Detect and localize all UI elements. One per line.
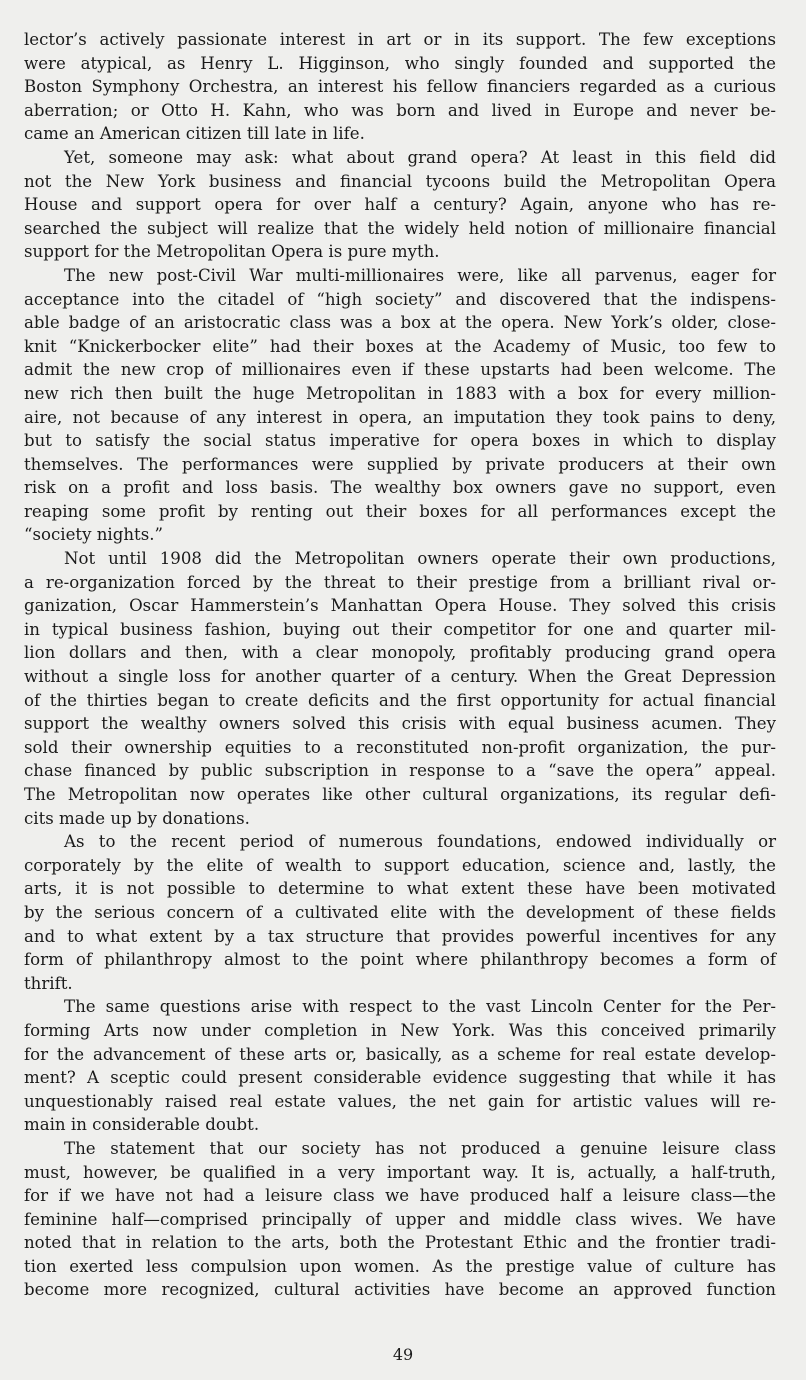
text-line: “society nights.”	[24, 525, 163, 545]
text-line: cits made up by donations.	[24, 808, 250, 828]
text-line: support the wealthy owners solved this crisis with equal business acumen. They	[24, 714, 776, 734]
text-line: main in considerable doubt.	[24, 1115, 260, 1135]
text-line: but to satisfy the social status imperative for opera boxes in which to display	[24, 431, 776, 451]
paragraph-first-line: The same questions arise with respect to the vast Lincoln Center for the Per-	[64, 997, 776, 1017]
text-line: acceptance into the citadel of “high society” and discovered that the indispens-	[24, 289, 776, 309]
text-line: not the New York business and financial tycoons build the Metropolitan Opera	[24, 171, 776, 191]
text-line: lector’s actively passionate interest in art or in its support. The few exceptions	[24, 30, 776, 49]
text-line: of the thirties began to create deficits and the first opportunity for actual financial	[24, 690, 776, 710]
paragraph-first-line: Yet, someone may ask: what about grand opera? At least in this field did	[64, 147, 776, 167]
text-line: came an American citizen till late in life.	[24, 124, 365, 144]
text-line: aire, not because of any interest in opera, an imputation they took pains to deny,	[24, 407, 776, 427]
text-line: feminine half—comprised principally of upper and middle class wives. We have	[24, 1209, 776, 1229]
text-line: were atypical, as Henry L. Higginson, who singly founded and supported the	[24, 53, 776, 73]
text-line: lion dollars and then, with a clear monopoly, profitably producing grand opera	[24, 643, 776, 663]
text-line: admit the new crop of millionaires even if these upstarts had been welcome. The	[24, 360, 776, 380]
text-line: become more recognized, cultural activities have become an approved function	[24, 1280, 776, 1300]
text-line: forming Arts now under completion in New York. Was this conceived primarily	[24, 1020, 776, 1040]
text-line: without a single loss for another quarter of a century. When the Great Depression	[24, 667, 776, 687]
text-line: knit “Knickerbocker elite” had their boxes at the Academy of Music, too few to	[24, 336, 776, 356]
text-line: thrift.	[24, 973, 73, 993]
text-line: reaping some profit by renting out their boxes for all performances except the	[24, 501, 776, 521]
text-line: a re-organization forced by the threat to their prestige from a brilliant rival or-	[24, 572, 776, 592]
page-number: 49	[392, 1345, 414, 1364]
text-line: support for the Metropolitan Opera is pure myth.	[24, 242, 440, 262]
text-line: aberration; or Otto H. Kahn, who was born and lived in Europe and never be-	[24, 100, 776, 120]
text-line: chase financed by public subscription in response to a “save the opera” appeal.	[24, 761, 776, 781]
text-line: arts, it is not possible to determine to what extent these have been motivated	[24, 879, 776, 899]
text-line: corporately by the elite of wealth to support education, science and, lastly, the	[24, 855, 776, 875]
text-line: ganization, Oscar Hammerstein’s Manhattan Opera House. They solved this crisis	[24, 596, 776, 616]
text-line: sold their ownership equities to a reconstituted non-profit organization, the pur-	[24, 737, 776, 757]
body-text	[24, 28, 776, 1302]
paragraph-first-line: As to the recent period of numerous foundations, endowed individually or	[64, 832, 776, 852]
text-line: themselves. The performances were supplied by private producers at their own	[24, 454, 776, 474]
text-line: tion exerted less compulsion upon women. As the prestige value of culture has	[24, 1256, 776, 1276]
text-line: House and support opera for over half a century? Again, anyone who has re-	[24, 195, 776, 215]
text-line: new rich then built the huge Metropolitan in 1883 with a box for every million-	[24, 383, 776, 403]
text-line: and to what extent by a tax structure that provides powerful incentives for any	[24, 926, 776, 946]
paragraph-first-line: The statement that our society has not produced a genuine leisure class	[64, 1138, 776, 1158]
text-line: must, however, be qualified in a very important way. It is, actually, a half-truth,	[24, 1162, 776, 1182]
paragraph-first-line: The new post-Civil War multi-millionaires were, like all parvenus, eager for	[64, 265, 776, 285]
text-line: The Metropolitan now operates like other cultural organizations, its regular defi-	[24, 785, 776, 804]
paragraph-first-line: Not until 1908 did the Metropolitan owners operate their own productions,	[64, 549, 776, 569]
text-line: ment? A sceptic could present considerable evidence suggesting that while it has	[24, 1068, 776, 1088]
text-line: Boston Symphony Orchestra, an interest his fellow financiers regarded as a curious	[24, 77, 776, 97]
text-line: in typical business fashion, buying out their competitor for one and quarter mil-	[24, 619, 776, 639]
text-line: for if we have not had a leisure class we have produced half a leisure class—the	[24, 1186, 776, 1206]
text-line: form of philanthropy almost to the point where philanthropy becomes a form of	[24, 950, 776, 970]
text-line: able badge of an aristocratic class was a box at the opera. New York’s older, close-	[24, 313, 776, 333]
text-line: searched the subject will realize that the widely held notion of millionaire financial	[24, 218, 776, 238]
text-line: risk on a profit and loss basis. The wealthy box owners gave no support, even	[24, 478, 776, 498]
text-line: unquestionably raised real estate values, the net gain for artistic values will re-	[24, 1091, 776, 1111]
text-line: for the advancement of these arts or, basically, as a scheme for real estate develop-	[24, 1044, 776, 1064]
text-line: by the serious concern of a cultivated elite with the development of these fields	[24, 902, 776, 922]
text-line: noted that in relation to the arts, both the Protestant Ethic and the frontier tradi-	[24, 1233, 776, 1253]
